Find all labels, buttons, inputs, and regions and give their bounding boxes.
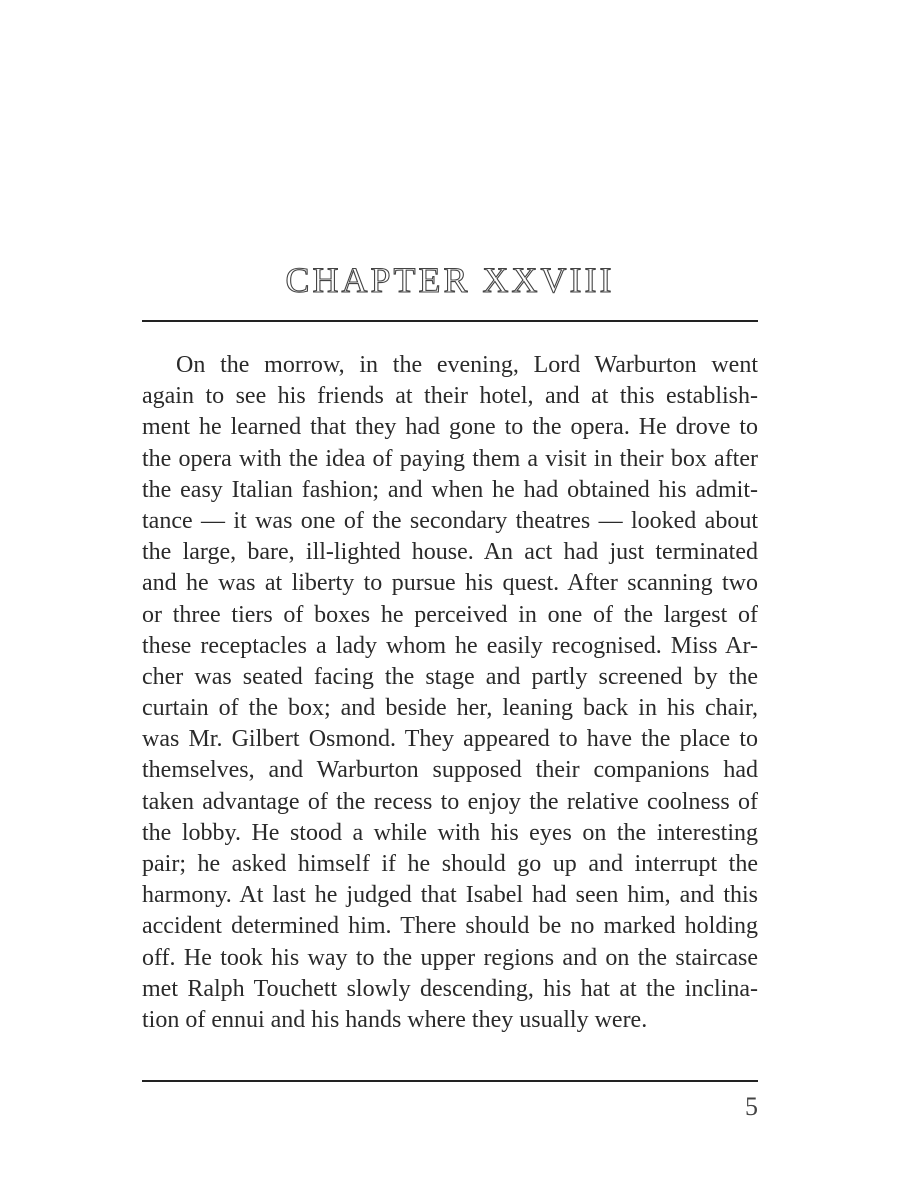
text-line: or three tiers of boxes he perceived in one of the largest of [142,601,758,628]
chapter-body [142,350,758,1036]
text-line: tance — it was one of the secondary theatres — looked about [142,507,758,534]
text-line: the lobby. He stood a while with his eyes on the interesting [142,819,758,846]
text-line: the opera with the idea of paying them a visit in their box after [142,445,758,472]
bottom-divider [142,1080,758,1082]
text-line: pair; he asked himself if he should go up and interrupt the [142,851,758,877]
text-line: the easy Italian fashion; and when he had obtained his admit- [142,476,758,503]
text-line: again to see his friends at their hotel, and at this establish- [142,383,758,410]
text-line: taken advantage of the recess to enjoy the relative coolness of [142,788,758,815]
text-line: curtain of the box; and beside her, leaning back in his chair, [142,695,758,722]
text-line: ment he learned that they had gone to the opera. He drove to [142,414,758,441]
text-line: was Mr. Gilbert Osmond. They appeared to have the place to [142,726,758,753]
text-line: tion of ennui and his hands where they usually were. [142,1006,648,1033]
text-line: harmony. At last he judged that Isabel had seen him, and this [142,882,758,909]
chapter-title: CHAPTER XXVIII [285,260,615,300]
text-line: themselves, and Warburton supposed their companions had [142,757,758,784]
text-line: cher was seated facing the stage and partly screened by the [142,663,758,690]
text-line: and he was at liberty to pursue his quest. After scanning two [142,570,758,597]
text-line: off. He took his way to the upper regions and on the staircase [142,944,758,971]
page-number: 5 [745,1092,758,1121]
top-divider [142,320,758,322]
text-line: the large, bare, ill-lighted house. An act had just terminated [142,539,758,566]
text-line: these receptacles a lady whom he easily recognised. Miss Ar- [142,632,758,659]
text-line: met Ralph Touchett slowly descending, his hat at the inclina- [142,975,758,1002]
text-line: accident determined him. There should be no marked holding [142,913,758,940]
text-line: On the morrow, in the evening, Lord Warburton went [176,352,758,378]
